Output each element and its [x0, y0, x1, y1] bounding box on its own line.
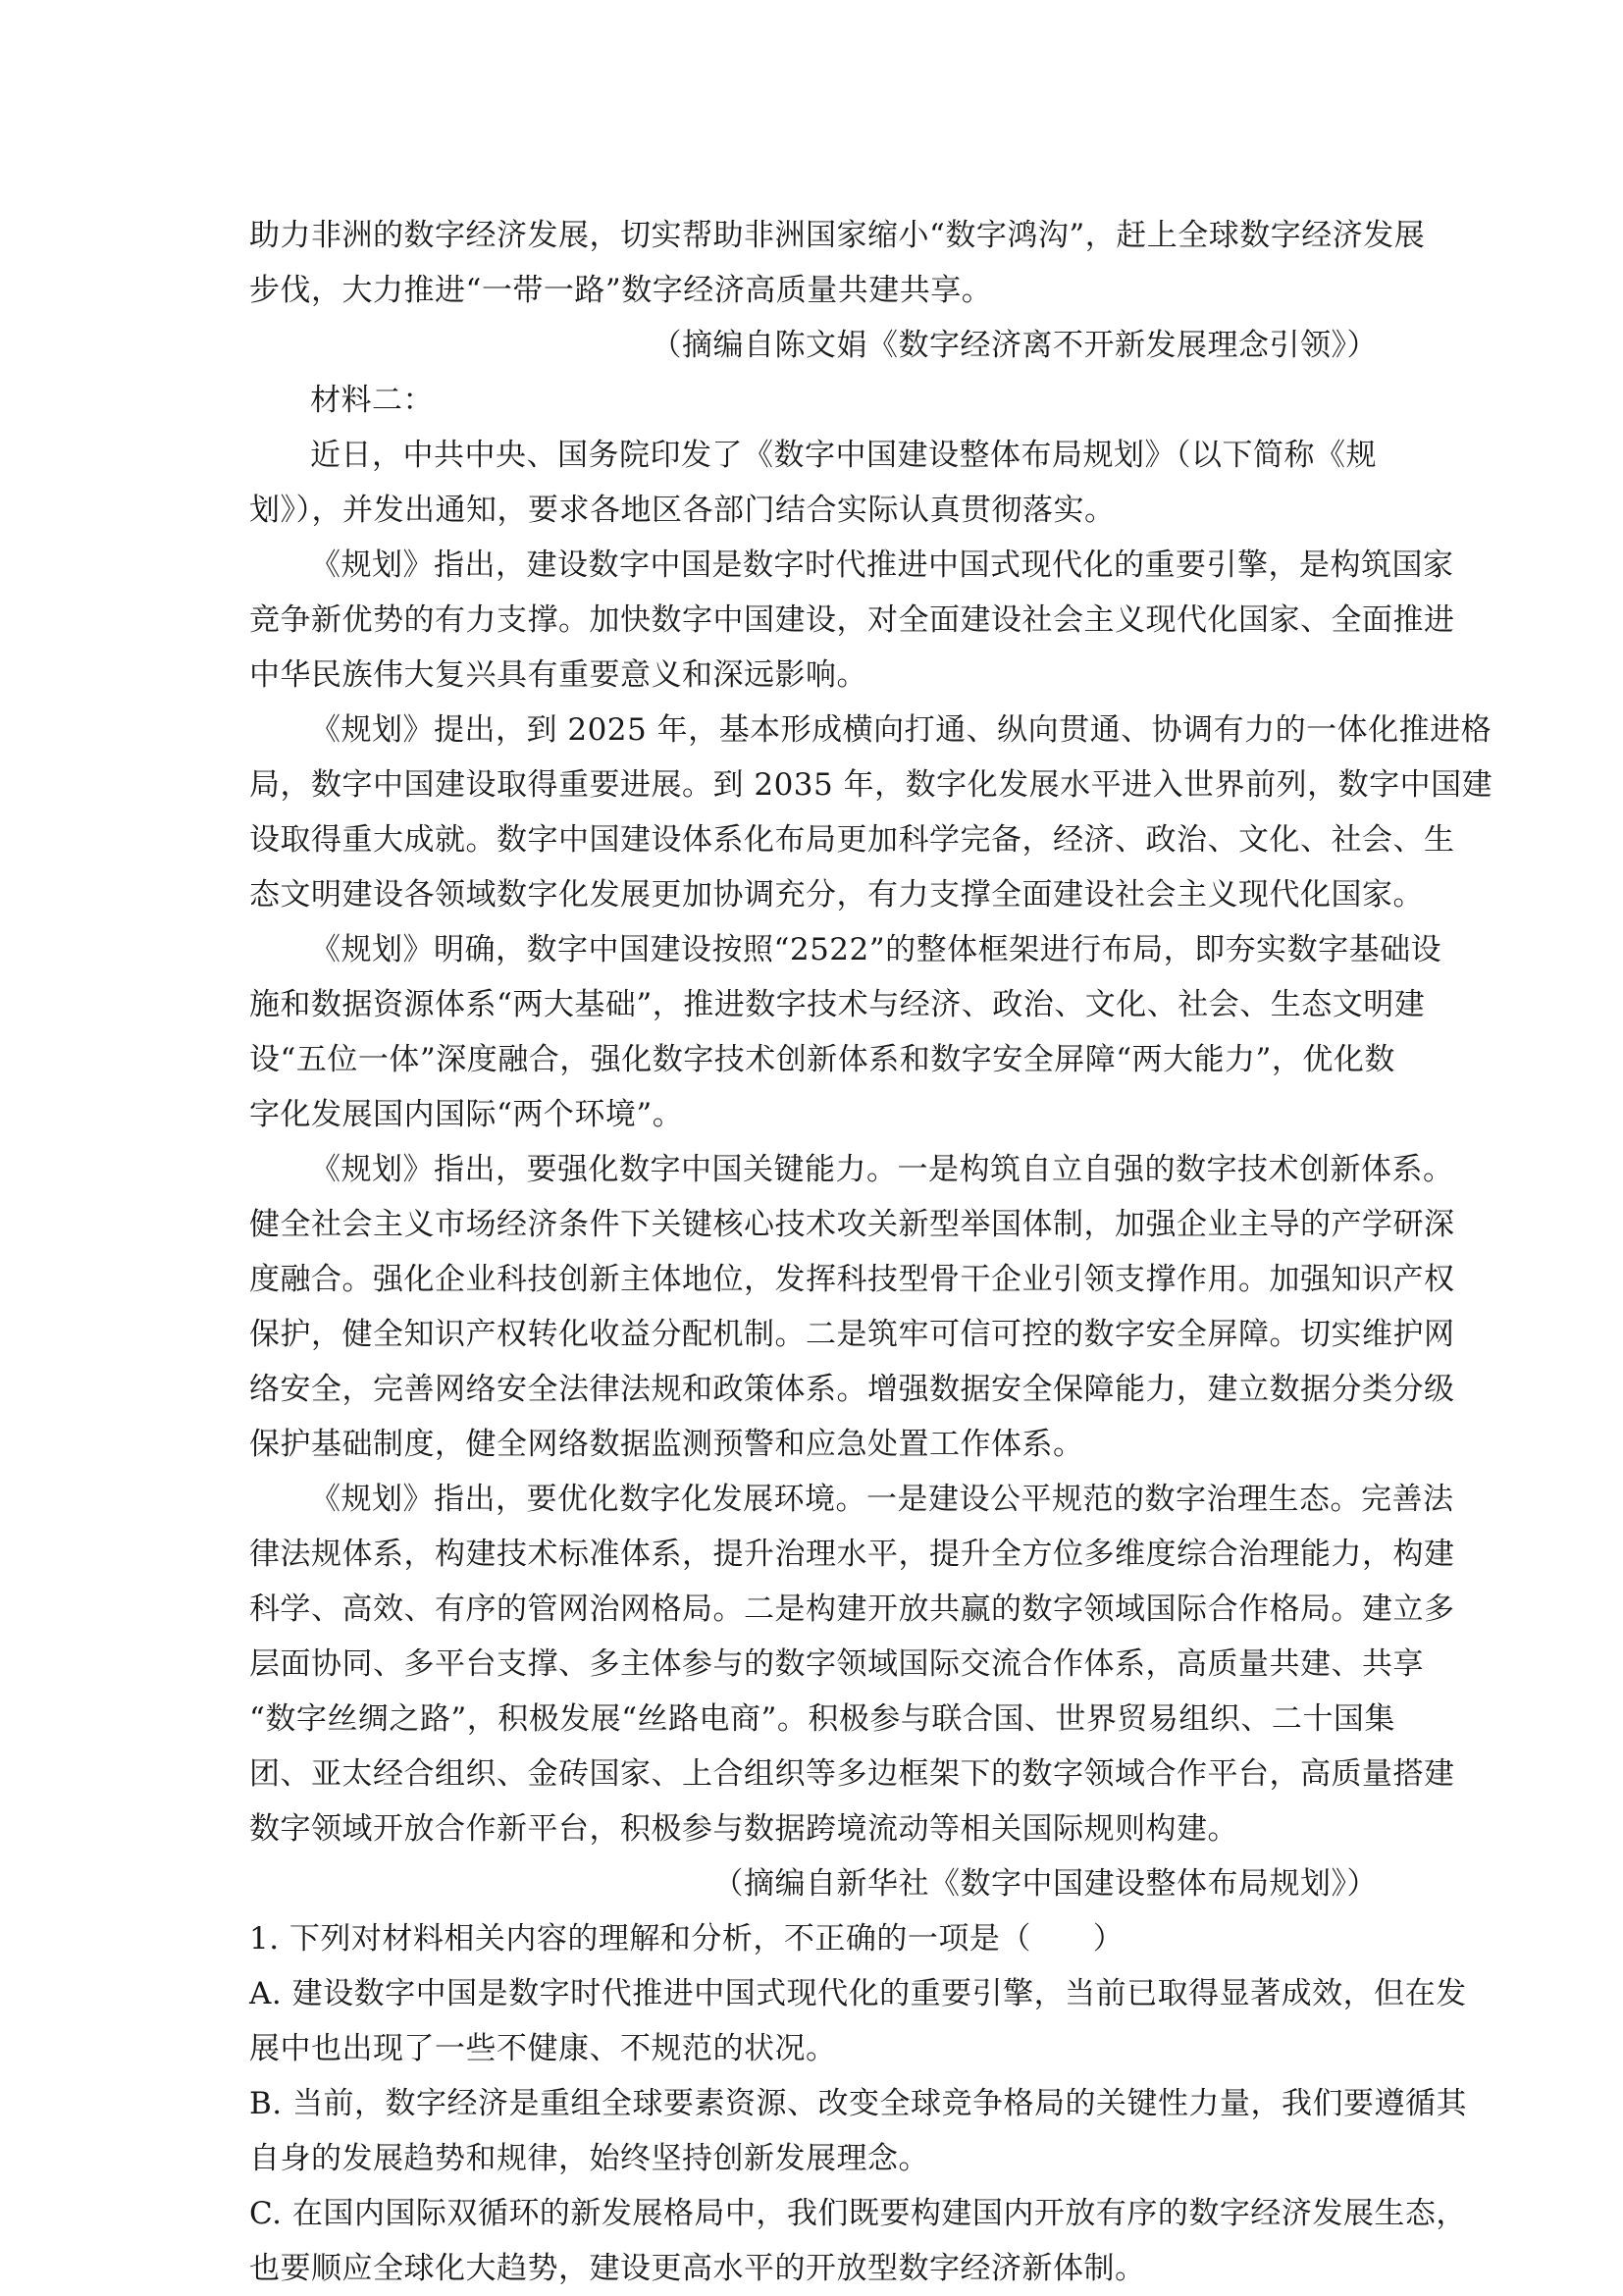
paragraph-line: 科学、高效、有序的管网治网格局。二是构建开放共赢的数字领域国际合作格局。建立多 — [249, 1592, 1455, 1627]
paragraph-line: 近日，中共中央、国务院印发了《数字中国建设整体布局规划》（以下简称《规 — [310, 438, 1377, 473]
paragraph-line: 保护基础制度，健全网络数据监测预警和应急处置工作体系。 — [249, 1427, 1084, 1462]
paragraph-line: 《规划》指出，要优化数字化发展环境。一是建设公平规范的数字治理生态。完善法 — [310, 1482, 1454, 1517]
paragraph-line: 施和数据资源体系“两大基础”，推进数字技术与经济、政治、文化、社会、生态文明建 — [249, 987, 1426, 1022]
paragraph-line: 划》），并发出通知，要求各地区各部门结合实际认真贯彻落实。 — [249, 493, 1116, 528]
paragraph-line: 竞争新优势的有力支撑。加快数字中国建设，对全面建设社会主义现代化国家、全面推进 — [249, 602, 1455, 638]
material-two-heading: 材料二： — [310, 383, 434, 418]
option-a-line: 展中也出现了一些不健康、不规范的状况。 — [249, 2031, 837, 2066]
material-two-source: （摘编自新华社《数字中国建设整体布局规划》） — [712, 1866, 1378, 1902]
paragraph-line: 《规划》指出，建设数字中国是数字时代推进中国式现代化的重要引擎，是构筑国家 — [310, 548, 1454, 583]
question-stem: 1. 下列对材料相关内容的理解和分析，不正确的一项是（ ） — [249, 1921, 1125, 1957]
paragraph-line: 《规划》明确，数字中国建设按照“2522”的整体框架进行布局，即夯实数字基础设 — [310, 932, 1442, 967]
paragraph-line: 络安全，完善网络安全法律法规和政策体系。增强数据安全保障能力，建立数据分类分级 — [249, 1372, 1455, 1407]
paragraph-line: “数字丝绸之路”，积极发展“丝路电商”。积极参与联合国、世界贸易组织、二十国集 — [249, 1701, 1395, 1737]
option-a-line: A. 建设数字中国是数字时代推进中国式现代化的重要引擎，当前已取得显著成效，但在发 — [249, 1976, 1467, 2011]
paragraph-line: 保护，健全知识产权转化收益分配机制。二是筑牢可信可控的数字安全屏障。切实维护网 — [249, 1317, 1455, 1352]
paragraph-line: 度融合。强化企业科技创新主体地位，发挥科技型骨干企业引领支撑作用。加强知识产权 — [249, 1262, 1455, 1297]
option-c-line: C. 在国内国际双循环的新发展格局中，我们既要构建国内开放有序的数字经济发展生态， — [249, 2196, 1467, 2231]
exam-page — [249, 208, 1493, 2296]
paragraph-line: 中华民族伟大复兴具有重要意义和深远影响。 — [249, 657, 867, 693]
paragraph-line: 健全社会主义市场经济条件下关键核心技术攻关新型举国体制，加强企业主导的产学研深 — [249, 1207, 1455, 1242]
material-one-line: 助力非洲的数字经济发展，切实帮助非洲国家缩小“数字鸿沟”，赶上全球数字经济发展 — [249, 218, 1426, 253]
option-b-line: 自身的发展趋势和规律，始终坚持创新发展理念。 — [249, 2141, 929, 2176]
paragraph-line: 《规划》提出，到 2025 年，基本形成横向打通、纵向贯通、协调有力的一体化推进格 — [310, 712, 1492, 748]
paragraph-line: 数字领域开放合作新平台，积极参与数据跨境流动等相关国际规则构建。 — [249, 1811, 1238, 1847]
material-one-line: 步伐，大力推进“一带一路”数字经济高质量共建共享。 — [249, 273, 993, 308]
paragraph-line: 字化发展国内国际“两个环境”。 — [249, 1097, 684, 1132]
paragraph-line: 律法规体系，构建技术标准体系，提升治理水平，提升全方位多维度综合治理能力，构建 — [249, 1537, 1455, 1572]
option-c-line: 也要顺应全球化大趋势，建设更高水平的开放型数字经济新体制。 — [249, 2251, 1146, 2286]
paragraph-line: 层面协同、多平台支撑、多主体参与的数字领域国际交流合作体系，高质量共建、共享 — [249, 1646, 1424, 1682]
paragraph-line: 设取得重大成就。数字中国建设体系化布局更加科学完备，经济、政治、文化、社会、生 — [249, 822, 1455, 858]
paragraph-line: 局，数字中国建设取得重要进展。到 2035 年，数字化发展水平进入世界前列，数字中国建 — [249, 767, 1493, 803]
paragraph-line: 团、亚太经合组织、金砖国家、上合组织等多边框架下的数字领域合作平台，高质量搭建 — [249, 1756, 1455, 1792]
paragraph-line: 《规划》指出，要强化数字中国关键能力。一是构筑自立自强的数字技术创新体系。 — [310, 1152, 1454, 1187]
paragraph-line: 设“五位一体”深度融合，强化数字技术创新体系和数字安全屏障“两大能力”，优化数 — [249, 1042, 1395, 1077]
material-one-source: （摘编自陈文娟《数字经济离不开新发展理念引领》） — [651, 328, 1378, 363]
option-b-line: B. 当前，数字经济是重组全球要素资源、改变全球竞争格局的关键性力量，我们要遵循其 — [249, 2086, 1467, 2121]
paragraph-line: 态文明建设各领域数字化发展更加协调充分，有力支撑全面建设社会主义现代化国家。 — [249, 877, 1424, 913]
